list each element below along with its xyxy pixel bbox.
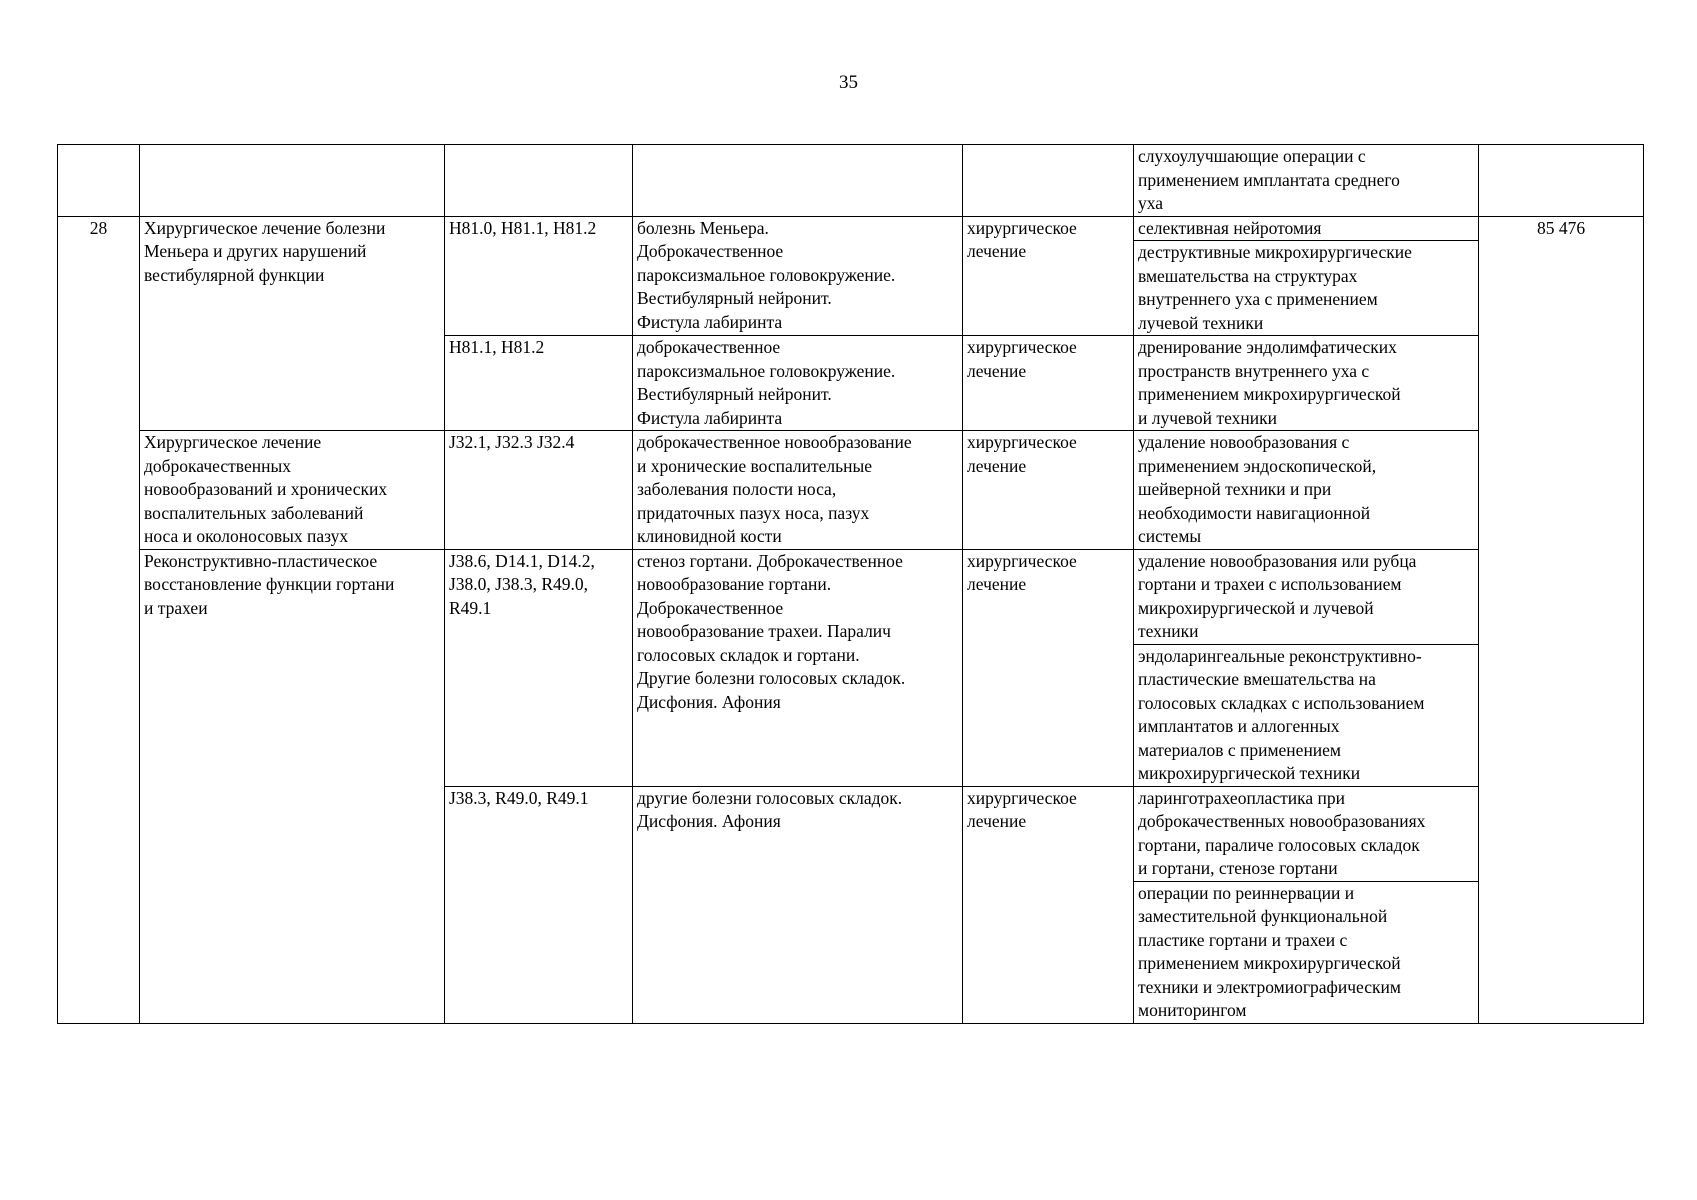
method-cell: эндоларингеальные реконструктивно- пластические вмешательства на голосовых складках с использованием имплантатов и аллогенных материалов с применением микрохирургической техники: [1134, 644, 1479, 786]
table-row: [58, 145, 1644, 217]
treatment-cell: хирургическое лечение: [963, 336, 1134, 431]
method-cell: удаление новообразования или рубца гортани и трахеи с использованием микрохирургической и лучевой техники: [1134, 549, 1479, 644]
method-cell: ларинготрахеопластика при доброкачественных новообразованиях гортани, параличе голосовых складок и гортани, стенозе гортани: [1134, 786, 1479, 881]
codes-cell: J38.6, D14.1, D14.2, J38.0, J38.3, R49.0, R49.1: [445, 549, 633, 786]
treatment-cell: хирургическое лечение: [963, 786, 1134, 1023]
diagnosis-cell: доброкачественное новообразование и хронические воспалительные заболевания полости носа, придаточных пазух носа, пазух клиновидной кости: [633, 431, 963, 550]
care-type-cell: Реконструктивно-пластическое восстановление функции гортани и трахеи: [140, 549, 445, 1023]
table-row: [58, 549, 1644, 644]
table-row: [58, 431, 1644, 550]
method-cell: операции по реиннервации и заместительной функциональной пластике гортани и трахеи с применением микрохирургической техники и электромиографическим мониторингом: [1134, 881, 1479, 1023]
method-cell: удаление новообразования с применением эндоскопической, шейверной техники и при необходимости навигационной системы: [1134, 431, 1479, 550]
diagnosis-cell: стеноз гортани. Доброкачественное новообразование гортани. Доброкачественное новообразование трахеи. Паралич голосовых складок и гортани. Другие болезни голосовых складок. Дисфония. Афония: [633, 549, 963, 786]
treatment-cell: хирургическое лечение: [963, 549, 1134, 786]
codes-cell: J32.1, J32.3 J32.4: [445, 431, 633, 550]
method-cell: слухоулучшающие операции с применением имплантата среднего уха: [1134, 145, 1479, 217]
codes-cell: H81.1, H81.2: [445, 336, 633, 431]
treatment-cell: [963, 145, 1134, 217]
price-cell: 85 476: [1479, 216, 1644, 1023]
row-number-cell: [58, 145, 140, 217]
diagnosis-cell: [633, 145, 963, 217]
page-number: 35: [839, 72, 858, 93]
codes-cell: H81.0, H81.1, H81.2: [445, 216, 633, 336]
table-row: [58, 216, 1644, 241]
treatment-cell: хирургическое лечение: [963, 216, 1134, 336]
codes-cell: J38.3, R49.0, R49.1: [445, 786, 633, 1023]
method-cell: деструктивные микрохирургические вмешательства на структурах внутреннего уха с применением лучевой техники: [1134, 241, 1479, 336]
care-type-cell: Хирургическое лечение доброкачественных новообразований и хронических воспалительных заболеваний носа и околоносовых пазух: [140, 431, 445, 550]
price-cell: [1479, 145, 1644, 217]
care-type-cell: [140, 145, 445, 217]
diagnosis-cell: болезнь Меньера. Доброкачественное пароксизмальное головокружение. Вестибулярный нейронит. Фистула лабиринта: [633, 216, 963, 336]
codes-cell: [445, 145, 633, 217]
method-cell: дренирование эндолимфатических пространств внутреннего уха с применением микрохирургической и лучевой техники: [1134, 336, 1479, 431]
diagnosis-cell: доброкачественное пароксизмальное головокружение. Вестибулярный нейронит. Фистула лабиринта: [633, 336, 963, 431]
treatment-cell: хирургическое лечение: [963, 431, 1134, 550]
care-type-cell: Хирургическое лечение болезни Меньера и других нарушений вестибулярной функции: [140, 216, 445, 431]
row-number-cell: 28: [58, 216, 140, 1023]
method-cell: селективная нейротомия: [1134, 216, 1479, 241]
diagnosis-cell: другие болезни голосовых складок. Дисфония. Афония: [633, 786, 963, 1023]
medical-care-table: [57, 144, 1644, 1024]
